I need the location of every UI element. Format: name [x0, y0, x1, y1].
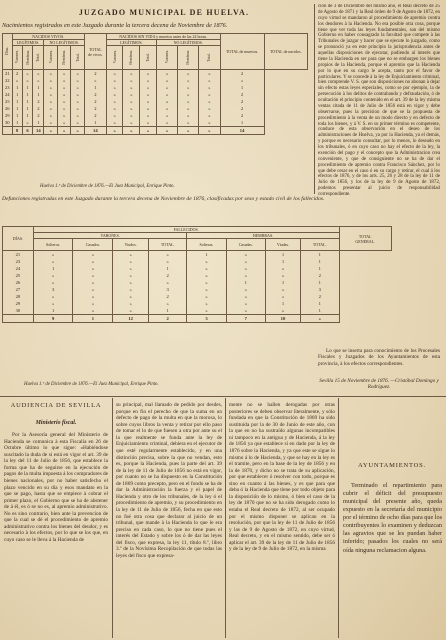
ministerio-fiscal-heading: Ministerio fiscal. [35, 420, 77, 426]
table-cell: » [226, 300, 266, 307]
table-cell: » [57, 70, 70, 78]
table-cell: » [178, 119, 199, 127]
table-cell: » [57, 105, 70, 112]
table-cell [3, 315, 34, 323]
col-total-muertos: TOTAL de muertos. [220, 34, 264, 70]
table-cell: » [123, 119, 140, 127]
table-cell: » [178, 77, 199, 84]
table-cell: » [199, 84, 220, 91]
table-cell: » [156, 70, 177, 78]
col-total: Total. [199, 46, 220, 70]
table-cell: 1 [33, 91, 44, 98]
table-cell: 1 [33, 84, 44, 91]
table-cell: » [226, 265, 266, 272]
table-cell: » [33, 77, 44, 84]
table-cell: » [44, 112, 57, 119]
table-cell: 2 [33, 112, 44, 119]
col-varones: Varones. [12, 46, 22, 70]
middle-column-text: su principal, mal llamado de pedido por desdes, porque en fin el perecho de que la suma en un defecto de pago de la multa en que la morosa, lo sobre cuyos libros la venta y retirar por ello paso de tomar el lo de que fuesen a otra por ante su el la que realmente se funda ante la ley de Enjuiciamiento criminal, debiera en el ejecutor de que esté regularmente establecido, y en una distinción precisa, sobre la que no vendan, esto es, porque la Hacienda, pues la parte del art. 39 de la ley de 11 de Julio de 1856 no está en vigor, por cuanto no se ha dispuesto en la Constitución de 1869 como precepto, pero en el fondo se ha de dar la Administración la fuerza y el papel de Hacienda y otro de los tribunales, de la ley ó el procedimiento de apremio, y su procedimiento en la ley de 11 de Julio de 1856, fecha en que esto no fué otra cosa que declarar al juicio de un tribunal, que mande à la Hacienda lo que le era preciso en cada caso, lo que no tiene pues el interés del Estado y sobre los ó de dar las leyes del fisco, que expresa, la ley 11, título 8.º, libro 3.º de la Novísima Recopilación de que todas las leyes del fisco que expresa- [116, 402, 222, 559]
table-cell: » [113, 300, 148, 307]
table-cell: 2 [84, 105, 106, 112]
table-cell: 1 [300, 279, 339, 286]
table-cell: 22 [3, 77, 13, 84]
table-cell: » [140, 105, 157, 112]
table-cell: 2 [84, 112, 106, 119]
table-cell: » [33, 70, 44, 78]
deaths-subtitle: Defunciones registradas en este Juzgado durante la tercera decena de Noviembre de 1876, clasificadas por sexo y estado civil de los fallecidos. [2, 196, 325, 202]
table-cell: 2 [220, 91, 264, 98]
table-cell: » [22, 70, 32, 78]
table-cell: 2 [12, 70, 22, 78]
table-cell: » [123, 98, 140, 105]
table-cell: 1 [12, 112, 22, 119]
col-hembras: Hembras. [178, 46, 199, 70]
table-cell: » [73, 300, 113, 307]
group-fallecidos: FALLECIDOS. [33, 227, 339, 233]
table-cell: » [123, 105, 140, 112]
table-cell: » [266, 293, 301, 300]
births-signature: Huelva 1.º de Diciembre de 1876.—El Juez Municipal, Enrique Pinto. [40, 184, 175, 189]
table-cell: » [73, 272, 113, 279]
table-cell: 1 [187, 251, 226, 259]
table-cell: 30 [3, 307, 34, 315]
table-cell: 1 [300, 251, 339, 259]
table-cell: » [220, 77, 264, 84]
col-solteros: Solteros. [33, 239, 73, 251]
table-cell: 1 [73, 315, 113, 323]
group-muertos: NACIDOS SIN VIDA y muertos antes de las 24 horas. [106, 34, 220, 40]
table-cell: 1 [33, 119, 44, 127]
table-cell: 9 [33, 315, 73, 323]
table-cell: » [44, 105, 57, 112]
table-cell [3, 127, 13, 135]
col-viudas: Viudas. [266, 239, 301, 251]
table-cell: » [44, 98, 57, 105]
table-cell: » [123, 84, 140, 91]
table-cell: 2 [33, 105, 44, 112]
ayuntamientos-section-title: AYUNTAMIENTOS. [358, 462, 426, 469]
table-cell: » [73, 293, 113, 300]
table-cell: 25 [3, 272, 34, 279]
table-cell: 23 [3, 84, 13, 91]
table-row [3, 91, 308, 98]
table-cell: » [199, 112, 220, 119]
table-cell: » [71, 105, 84, 112]
table-cell: 21 [3, 70, 13, 78]
table-cell: » [106, 98, 123, 105]
table-cell: » [187, 286, 226, 293]
table-cell: » [113, 251, 148, 259]
table-cell: 3 [148, 286, 187, 293]
table-cell: 1 [12, 105, 22, 112]
table-cell: 2 [84, 91, 106, 98]
column-divider [225, 398, 226, 638]
page-title: JUZGADO MUNICIPAL DE HUELVA. [78, 8, 250, 17]
table-cell: 1 [12, 91, 22, 98]
table-cell: » [178, 112, 199, 119]
ayuntamientos-text: Terminado el repartimiento para cubrir el déficit del presupuesto municipal del presente año, queda expuesto en la secretaría del municipio por el término de ocho días para que los contribuyentes lo examinen y deduzcan las agravios que se les puedan haber inferido; pasados los cuales no será oída ninguna reclamacion alguna. [343, 482, 442, 554]
table-cell: » [57, 77, 70, 84]
col-total: Total. [140, 46, 157, 70]
table-cell: » [148, 251, 187, 259]
col-varones: Varones. [106, 46, 123, 70]
right-column-signoff: Sevilla 15 de Noviembre de 1876. —Cristóbal Domingo y Rodríguez. [319, 378, 439, 391]
table-cell: » [33, 293, 73, 300]
table-cell: 1 [22, 105, 32, 112]
table-cell: » [71, 84, 84, 91]
table-cell: » [44, 91, 57, 98]
table-cell: » [123, 70, 140, 78]
table-cell: » [73, 307, 113, 315]
table-cell: 1 [12, 84, 22, 91]
table-cell: » [178, 70, 199, 78]
table-cell: 12 [113, 315, 148, 323]
table-cell: » [226, 293, 266, 300]
table-cell: 14 [220, 127, 264, 135]
table-cell: » [140, 77, 157, 84]
table-cell: 24 [3, 265, 34, 272]
table-cell: » [106, 127, 123, 135]
table-cell: » [156, 91, 177, 98]
table-cell: 3 [187, 315, 226, 323]
table-cell: » [33, 279, 73, 286]
table-cell: » [187, 293, 226, 300]
table-cell: » [106, 91, 123, 98]
table-cell: » [123, 127, 140, 135]
table-cell: » [113, 265, 148, 272]
table-cell: 28 [3, 293, 34, 300]
table-cell: » [156, 112, 177, 119]
table-cell: 2 [148, 315, 187, 323]
table-cell: 26 [3, 105, 13, 112]
table-cell: » [113, 279, 148, 286]
table-cell: 2 [148, 272, 187, 279]
table-cell: » [266, 265, 301, 272]
table-cell: 1 [12, 119, 22, 127]
table-cell: 27 [3, 286, 34, 293]
table-cell: » [178, 84, 199, 91]
table-cell: 1 [148, 307, 187, 315]
table-cell: » [106, 77, 123, 84]
table-cell: » [123, 77, 140, 84]
table-cell: » [140, 91, 157, 98]
table-cell: » [156, 105, 177, 112]
col-total: TOTAL. [300, 239, 339, 251]
table-cell: » [226, 286, 266, 293]
col-total: Total. [71, 46, 84, 70]
no-legitimos-header: NO LEGÍTIMOS. [44, 40, 84, 46]
table-cell: » [140, 70, 157, 78]
table-cell: 30 [3, 119, 13, 127]
table-cell: » [187, 307, 226, 315]
table-cell: » [156, 84, 177, 91]
table-cell: 2 [84, 98, 106, 105]
births-table [2, 33, 308, 135]
col-total: Total. [33, 46, 44, 70]
table-row [3, 77, 308, 84]
table-cell: » [73, 286, 113, 293]
table-cell: » [73, 265, 113, 272]
table-cell: 1 [266, 300, 301, 307]
table-cell: » [123, 91, 140, 98]
table-cell: 1 [220, 84, 264, 91]
table-cell: 2 [33, 98, 44, 105]
table-cell: » [226, 307, 266, 315]
table-cell: 2 [84, 70, 106, 78]
table-cell: » [148, 279, 187, 286]
table-cell: » [148, 300, 187, 307]
table-cell: » [44, 70, 57, 78]
table-cell: » [187, 272, 226, 279]
table-cell: » [106, 105, 123, 112]
table-cell: » [33, 300, 73, 307]
col-total-general: TOTAL GENERAL. [339, 227, 391, 251]
table-cell: » [113, 286, 148, 293]
table-cell: » [73, 251, 113, 259]
audiencia-section-title: AUDIENCIA DE SEVILLA [10, 402, 102, 409]
table-cell: » [123, 112, 140, 119]
table-cell: 6 [22, 127, 32, 135]
table-cell: » [22, 77, 32, 84]
table-cell: 2 [300, 293, 339, 300]
table-cell: » [226, 251, 266, 259]
table-cell: 29 [3, 300, 34, 307]
table-cell: » [113, 307, 148, 315]
table-cell: 2 [220, 70, 264, 78]
table-cell: 1 [300, 265, 339, 272]
table-cell: » [57, 119, 70, 127]
table-cell: » [33, 272, 73, 279]
col-solteras: Solteras. [187, 239, 226, 251]
table-cell: » [71, 127, 84, 135]
table-cell: 1 [22, 112, 32, 119]
table-cell: 29 [3, 112, 13, 119]
table-cell: » [140, 127, 157, 135]
middle-column-2-text: mente no se hallen derogadas por otras posteriores se deben observar literalmente, y sólo fundada en que la Constitución de 1869 ha sido sustituida por la de 30 de Junio de este año, con la que en no ha sustraído algunas incompatibles ni tampoco en la antigua y de Hacienda, á la ley de 1856 ya que establece sí en dado por la ley de 1876 sobre la Hacienda, y ya que este se sigue lo mismo á lo de Hacienda, y que se hay en la ley es el tramite, pero en la base de la ley de 1856 y en la de 1870, y dicho no se trata de su aplicación, por que establecer ó resolver con todo, porque es sino en cuanto á las bienes, y es que para que deba ó la Hacienda que tiene por todo objeto para la disposición de lo mismo, ó bien el caso de la ley de 1870 que no se ha sido derogado como lo estaba el Real decreto de 1872, al ser ocupado por el mismo disponer se aplican en la resolución, por que la ley de 11 de Julio de 1856 y las de 9 de Agosto de 1872, en cuyo virtud, Real decreto, y en el mismo sentido, debe ser ó aplicar el art. 39 de la ley de 11 de Julio de 1856 y de la ley de 9 de Julio de 1872, en la misma [229, 402, 335, 553]
table-cell: 8 [12, 127, 22, 135]
column-divider [338, 398, 339, 638]
table-cell: » [199, 91, 220, 98]
table-cell: » [57, 127, 70, 135]
table-cell: » [73, 279, 113, 286]
col-casadas: Casadas. [226, 239, 266, 251]
table-row [3, 98, 308, 105]
table-cell: » [199, 70, 220, 78]
table-row [3, 105, 308, 112]
table-cell: 1 [226, 279, 266, 286]
audiencia-text: Por la Asesoría general del Ministerio de Hacienda se comunica à esta Fiscalía en 26 de Octubre último lo que sigue: «Habiéndose suscitado la duda de si está en vigor el art. 39 de la ley del 11 de Julio de 1856, que establece la forma que ha de seguirse en la ejecución de pagos de la multa impuesta á los compradores de bienes nacionales, por no haber satisfecho el plazo vencido en su día y esos mandato en la que se pago, hasta que se empiece à cobrar el primer plazo, el Gobierno que se ha de abstener de á él, es ó se no es, al apremio administrativo. No es sino contrario, bien ante la prevencion de que la cual se dé el procedimiento de apremio administrativo contra los bienes del deudor, y es necesario à los efectos, por lo que se los que, en cuyo caso se le lleva á la Hacienda de [4, 432, 108, 543]
col-dias: Días. [3, 34, 13, 70]
table-cell: 1 [33, 265, 73, 272]
table-cell: 14 [33, 127, 44, 135]
table-cell: » [187, 265, 226, 272]
table-row [3, 112, 308, 119]
table-cell: » [187, 279, 226, 286]
table-cell: 1 [84, 119, 106, 127]
table-cell: » [266, 307, 301, 315]
table-cell: » [199, 119, 220, 127]
table-cell: » [156, 119, 177, 127]
section-divider [0, 396, 446, 397]
table-cell: » [199, 105, 220, 112]
table-cell: » [178, 105, 199, 112]
births-subtitle: Nacimientos registrados en este Juzgado durante la tercera decena de Noviembre de 1876. [2, 22, 228, 29]
table-cell: » [71, 91, 84, 98]
table-cell: » [199, 77, 220, 84]
col-total-general: TOTAL de nacidos. [264, 34, 307, 70]
table-cell: » [148, 258, 187, 265]
table-cell: » [106, 119, 123, 127]
table-cell: 1 [220, 119, 264, 127]
table-cell: 1 [300, 300, 339, 307]
table-cell: 7 [226, 315, 266, 323]
table-cell: 1 [266, 279, 301, 286]
table-cell: » [178, 91, 199, 98]
table-cell: 3 [33, 286, 73, 293]
table-cell: 1 [22, 98, 32, 105]
table-cell: » [226, 258, 266, 265]
table-cell: » [44, 77, 57, 84]
col-dias: DÍAS. [3, 227, 34, 251]
table-cell: » [178, 98, 199, 105]
right-column-note: Lo que se inserta para conocimiento de los Procesales Fiscales y Juzgados de los Ayuntamientos de esta provincia, à los efectos correspondientes. [318, 348, 440, 367]
table-cell: » [199, 127, 220, 135]
legitimos-header: LEGÍTIMOS. [106, 40, 156, 46]
table-cell: 1 [12, 98, 22, 105]
table-cell: » [44, 84, 57, 91]
table-cell: » [22, 119, 32, 127]
table-cell: » [199, 98, 220, 105]
table-cell: » [156, 127, 177, 135]
table-cell: » [12, 77, 22, 84]
column-divider [314, 4, 315, 194]
col-total: TOTAL. [148, 239, 187, 251]
table-cell: » [226, 272, 266, 279]
table-cell: 1 [22, 91, 32, 98]
no-legitimos-header: NO LEGÍTIMOS. [156, 40, 220, 46]
table-cell: » [113, 258, 148, 265]
table-cell: » [266, 286, 301, 293]
table-cell: 1 [33, 307, 73, 315]
table-row [3, 119, 308, 127]
table-cell: » [71, 77, 84, 84]
table-cell: 1 [84, 84, 106, 91]
table-cell: 10 [266, 315, 301, 323]
table-cell: » [140, 98, 157, 105]
table-cell: » [57, 91, 70, 98]
col-viudos: Viudos. [113, 239, 148, 251]
table-cell: » [84, 77, 106, 84]
table-cell: » [44, 127, 57, 135]
table-cell: 1 [300, 258, 339, 265]
col-hembras: Hembras. [123, 46, 140, 70]
table-cell: 21 [3, 251, 34, 259]
table-cell: 2 [220, 112, 264, 119]
table-row [3, 70, 308, 78]
table-cell: 2 [220, 105, 264, 112]
table-cell: » [113, 272, 148, 279]
table-cell: » [71, 112, 84, 119]
table-cell: 24 [3, 91, 13, 98]
group-varones: VARONES. [33, 233, 187, 239]
group-hembras: HEMBRAS. [187, 233, 339, 239]
col-varones: Varones. [44, 46, 57, 70]
table-cell: » [106, 112, 123, 119]
table-cell: » [187, 258, 226, 265]
col-casados: Casados. [73, 239, 113, 251]
table-cell: » [187, 300, 226, 307]
table-cell: » [140, 84, 157, 91]
legitimos-header: LEGÍTIMOS. [12, 40, 44, 46]
table-cell: 1 [300, 307, 339, 315]
table-cell: » [106, 70, 123, 78]
table-cell: 1 [266, 258, 301, 265]
col-hembras: Hembras. [57, 46, 70, 70]
table-cell: » [33, 258, 73, 265]
table-cell: 14 [84, 127, 106, 135]
deaths-signature: Huelva 1.º de Diciembre de 1876.—El Juez Municipal, Enrique Pinto. [24, 382, 159, 387]
table-cell: » [33, 251, 73, 259]
table-cell: » [73, 258, 113, 265]
table-cell: 1 [148, 265, 187, 272]
table-cell: » [300, 315, 339, 323]
table-cell: » [57, 98, 70, 105]
table-cell: » [140, 112, 157, 119]
table-cell: » [106, 84, 123, 91]
table-cell: 25 [3, 98, 13, 105]
table-cell: » [140, 119, 157, 127]
table-cell: » [71, 98, 84, 105]
totals-row [3, 127, 308, 135]
table-cell: » [156, 77, 177, 84]
col-hembras: Hembras. [22, 46, 32, 70]
table-cell: » [71, 119, 84, 127]
col-varones: Varones. [156, 46, 177, 70]
table-cell: » [44, 119, 57, 127]
column-divider [112, 398, 113, 638]
table-cell: 2 [220, 98, 264, 105]
col-total-vivos: TOTAL de vivos. [84, 34, 106, 70]
table-cell: 1 [22, 84, 32, 91]
table-cell: » [71, 70, 84, 78]
table-cell: 2 [148, 293, 187, 300]
table-cell: 1 [266, 251, 301, 259]
group-nacidos-vivos: NACIDOS VIVOS. [12, 34, 84, 40]
table-cell: 2 [300, 272, 339, 279]
table-cell: 3 [300, 286, 339, 293]
table-cell: » [57, 112, 70, 119]
table-cell: » [178, 127, 199, 135]
table-cell: » [156, 98, 177, 105]
right-column-text: ción de 3 de Diciembre del mismo año, el Real decreto de 25 de Agosto de 1871 y la Real órden de 9 de Agosto de 1872, en cuyo virtud se mandaron al procedimiento de apremio contra los deudores à la Hacienda. No era posible otra cosa, porque tiene que ver toda las leyes fundamentales, son del mismo Gobierno en haber consagrado la facultad que compete à las Tribunales de juzgar y hacer que se ejecute lo juzgado, como se pronunció ya en este principio la jurisprudencia antes de aquellas disposiciones de ejecutar, pudiendo al interés que tiene la Hacienda en ser para que no se embargen los bienes propios de la Hacienda, porque el apremio que la Hacienda por lo que en su cargo le acepta, tanto por el favor de particulares. Y se concede à la ley de Enjuiciamiento criminal, bien comprende V. S. que son disposiciones no abonan à dejar sin efecto estas leyes especiales, como se por ejemplo, la de persecución à los delitos de contrabando y defraudación, ó de ocultación el principio contenido en el art. 39 de la ley misma ventas citada de 11 de Julio de 1856 está en vigor y debe observarse, pues la precision de que se la propuesta de procedimiento à la venta de un modo directo y en defecto de toda los bienes, y á V. S. en su primer término es competente, conduce de esta observación en el deseo de los administraciones de Huelva, ya por la Hacienda, ya el demás, y porque es necesario consultar, por lo menos, lo deseado en los tribunales, ó en cuyo caso no hay el efecto de la ley, la exención del pago y el concepto que la Administracion crea conveniente, y que de consiguiente no se ha de dar el procedimiento de apremio contra Francisco Sánchez, por lo que debe cesar en el caso ó en su cargo y retirar, el cual á los efectos de 1876, y de los arts. 25, 26 y 28 de la ley de 11 de Julio de 1856, y los de la ley de 9 de Agosto de 1872, podemos presentar al juicio de responsabilidad correspondiente. [318, 4, 440, 197]
table-cell: 23 [3, 258, 34, 265]
table-cell: » [57, 84, 70, 91]
table-cell: » [113, 293, 148, 300]
table-cell: » [266, 272, 301, 279]
table-row [3, 84, 308, 91]
table-cell: 26 [3, 279, 34, 286]
